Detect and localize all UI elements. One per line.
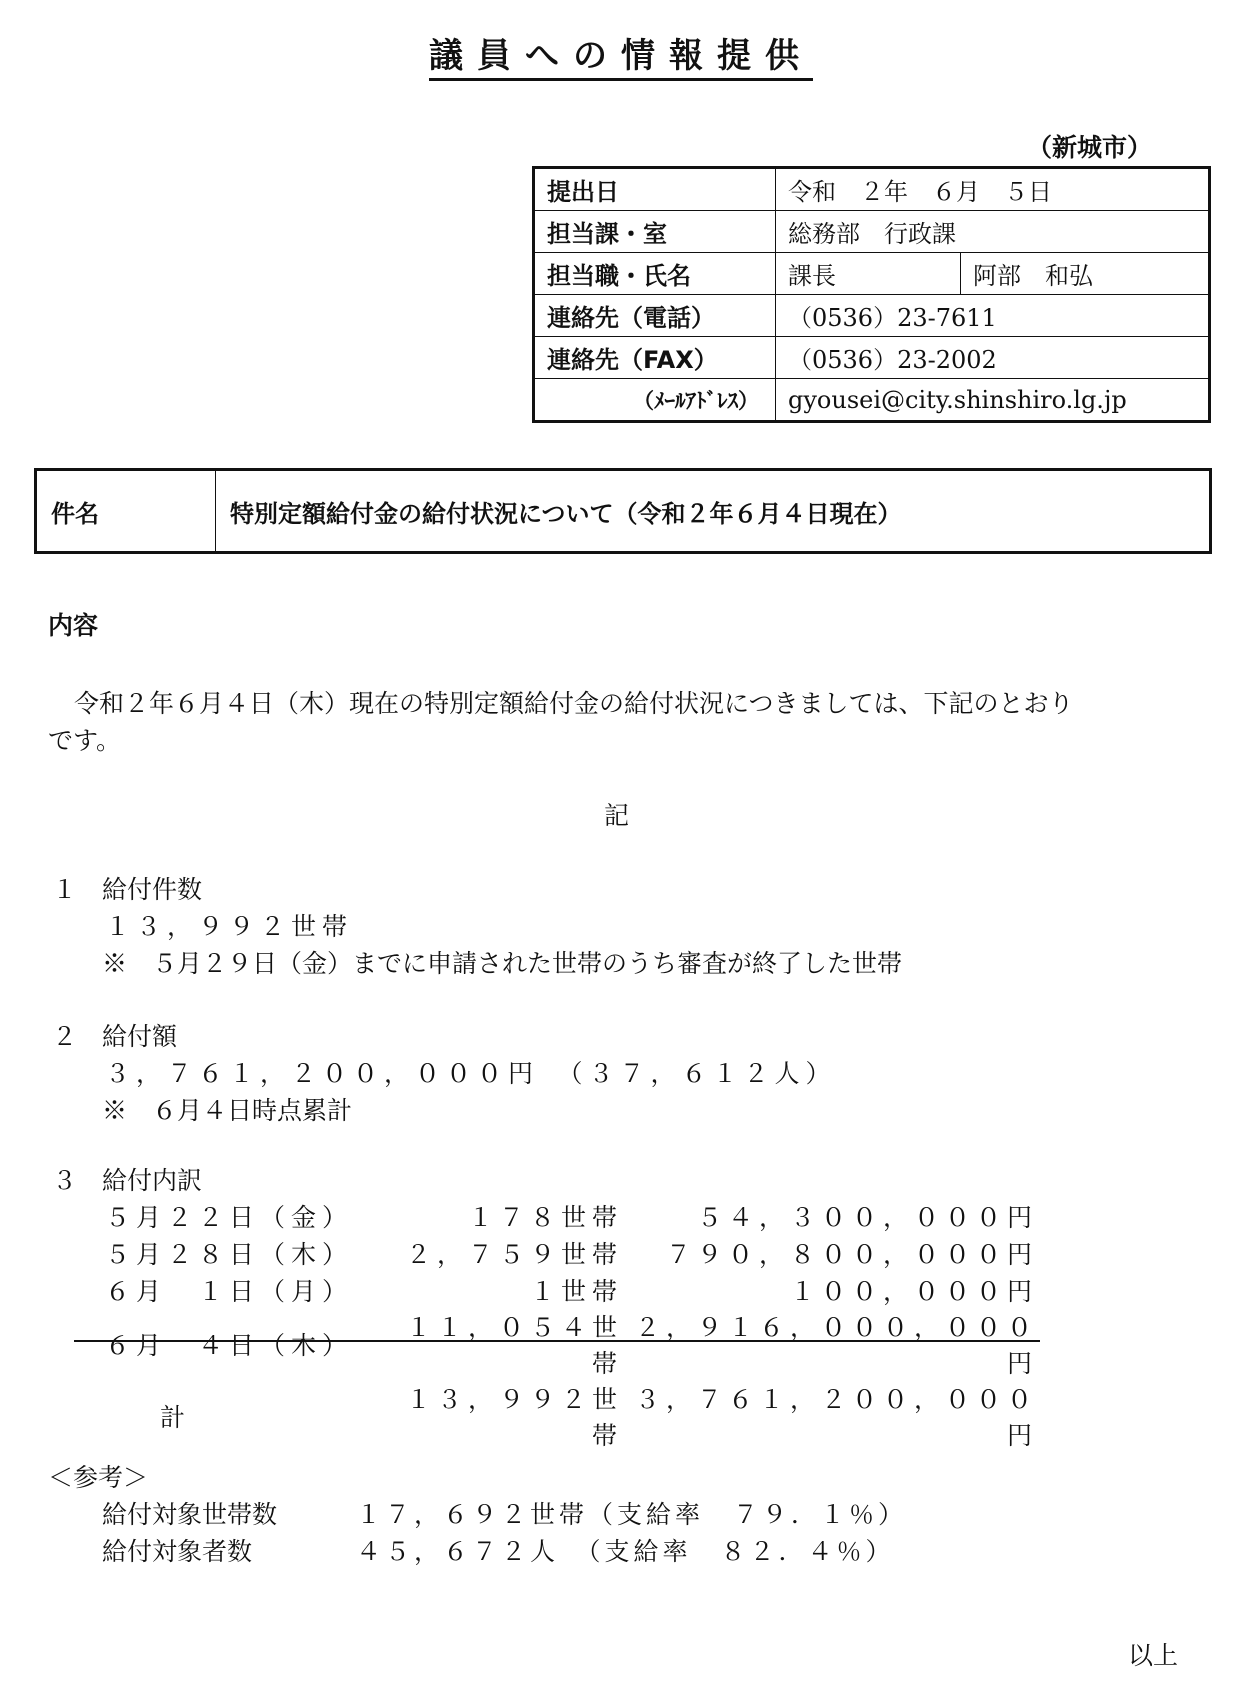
total-amount: ３，７６１，２００，０００円 — [634, 1385, 1038, 1450]
total-divider-line — [74, 1340, 1040, 1342]
row-households: ２，７５９世帯 — [405, 1239, 623, 1269]
officer-label: 担当職・氏名 — [534, 253, 776, 295]
total-row — [105, 1380, 1038, 1452]
row-households: １世帯 — [529, 1276, 623, 1306]
fax-value: （0536）23-2002 — [776, 337, 1210, 379]
breakdown-table — [105, 1197, 1038, 1452]
subject-table — [34, 468, 1212, 554]
phone-value: （0536）23-7611 — [776, 295, 1210, 337]
item2-value: ３，７６１，２００，０００円 （３７，６１２人） — [105, 1059, 837, 1088]
row-date: ６月 １日（月） — [105, 1276, 354, 1306]
officer-name: 阿部 和弘 — [961, 253, 1210, 295]
item1-value: １３，９９２世帯 — [105, 912, 354, 941]
item3-heading: ３ 給付内訳 — [52, 1166, 203, 1195]
table-row — [105, 1234, 1038, 1271]
body-line-2: です。 — [48, 726, 122, 755]
submit-date-row — [534, 168, 1210, 211]
submit-date-label: 提出日 — [534, 168, 776, 211]
reference-households-value: １７，６９２世帯（支給率 ７９．１％） — [356, 1500, 908, 1529]
row-amount: １００，０００円 — [789, 1276, 1038, 1306]
section-value: 総務部 行政課 — [776, 211, 1210, 253]
row-amount: ７９０，８００，０００円 — [665, 1239, 1038, 1269]
reference-persons-label: 給付対象者数 — [102, 1537, 253, 1566]
email-row — [534, 379, 1210, 422]
email-label: （ﾒｰﾙｱﾄﾞﾚｽ） — [534, 379, 776, 422]
reference-persons-value: ４５，６７２人 （支給率 ８２．４％） — [356, 1537, 895, 1566]
total-households: １３，９９２世帯 — [405, 1385, 623, 1450]
reference-heading: ＜参考＞ — [48, 1463, 149, 1492]
row-date: ５月２８日（木） — [105, 1239, 354, 1269]
item2-note: ※ ６月４日時点累計 — [102, 1096, 353, 1125]
content-heading: 内容 — [48, 611, 99, 640]
table-row — [105, 1197, 1038, 1234]
item1-note: ※ ５月２９日（金）までに申請された世帯のうち審査が終了した世帯 — [102, 949, 903, 978]
document-title: 議員への情報提供 — [0, 28, 1242, 77]
item2-heading: ２ 給付額 — [52, 1022, 178, 1051]
row-households: １１，０５４世帯 — [405, 1313, 623, 1378]
total-label: 計 — [160, 1403, 192, 1432]
row-households: １７８世帯 — [467, 1202, 623, 1232]
ki-heading: 記 — [604, 801, 630, 830]
officer-row — [534, 253, 1210, 295]
row-date: ５月２２日（金） — [105, 1202, 354, 1232]
phone-row — [534, 295, 1210, 337]
closing-text: 以上 — [1128, 1641, 1179, 1670]
organization-name: （新城市） — [1026, 133, 1152, 162]
subject-label: 件名 — [36, 470, 216, 553]
subject-value: 特別定額給付金の給付状況について（令和２年６月４日現在） — [216, 470, 1211, 553]
section-label: 担当課・室 — [534, 211, 776, 253]
fax-row — [534, 337, 1210, 379]
section-row — [534, 211, 1210, 253]
phone-label: 連絡先（電話） — [534, 295, 776, 337]
email-value: gyousei@city.shinshiro.lg.jp — [776, 379, 1210, 422]
submission-info-table — [532, 166, 1211, 423]
reference-households-label: 給付対象世帯数 — [102, 1500, 278, 1529]
item1-heading: １ 給付件数 — [52, 875, 203, 904]
table-row — [105, 1271, 1038, 1308]
officer-title: 課長 — [776, 253, 961, 295]
submit-date-value: 令和 ２年 ６月 ５日 — [776, 168, 1210, 211]
row-date: ６月 ４日（木） — [105, 1331, 354, 1360]
table-row — [105, 1308, 1038, 1380]
row-amount: ２，９１６，０００，０００円 — [634, 1313, 1038, 1378]
body-line-1: 令和２年６月４日（木）現在の特別定額給付金の給付状況につきましては、下記のとおり — [74, 689, 1074, 718]
row-amount: ５４，３００，０００円 — [696, 1202, 1038, 1232]
fax-label: 連絡先（FAX） — [534, 337, 776, 379]
